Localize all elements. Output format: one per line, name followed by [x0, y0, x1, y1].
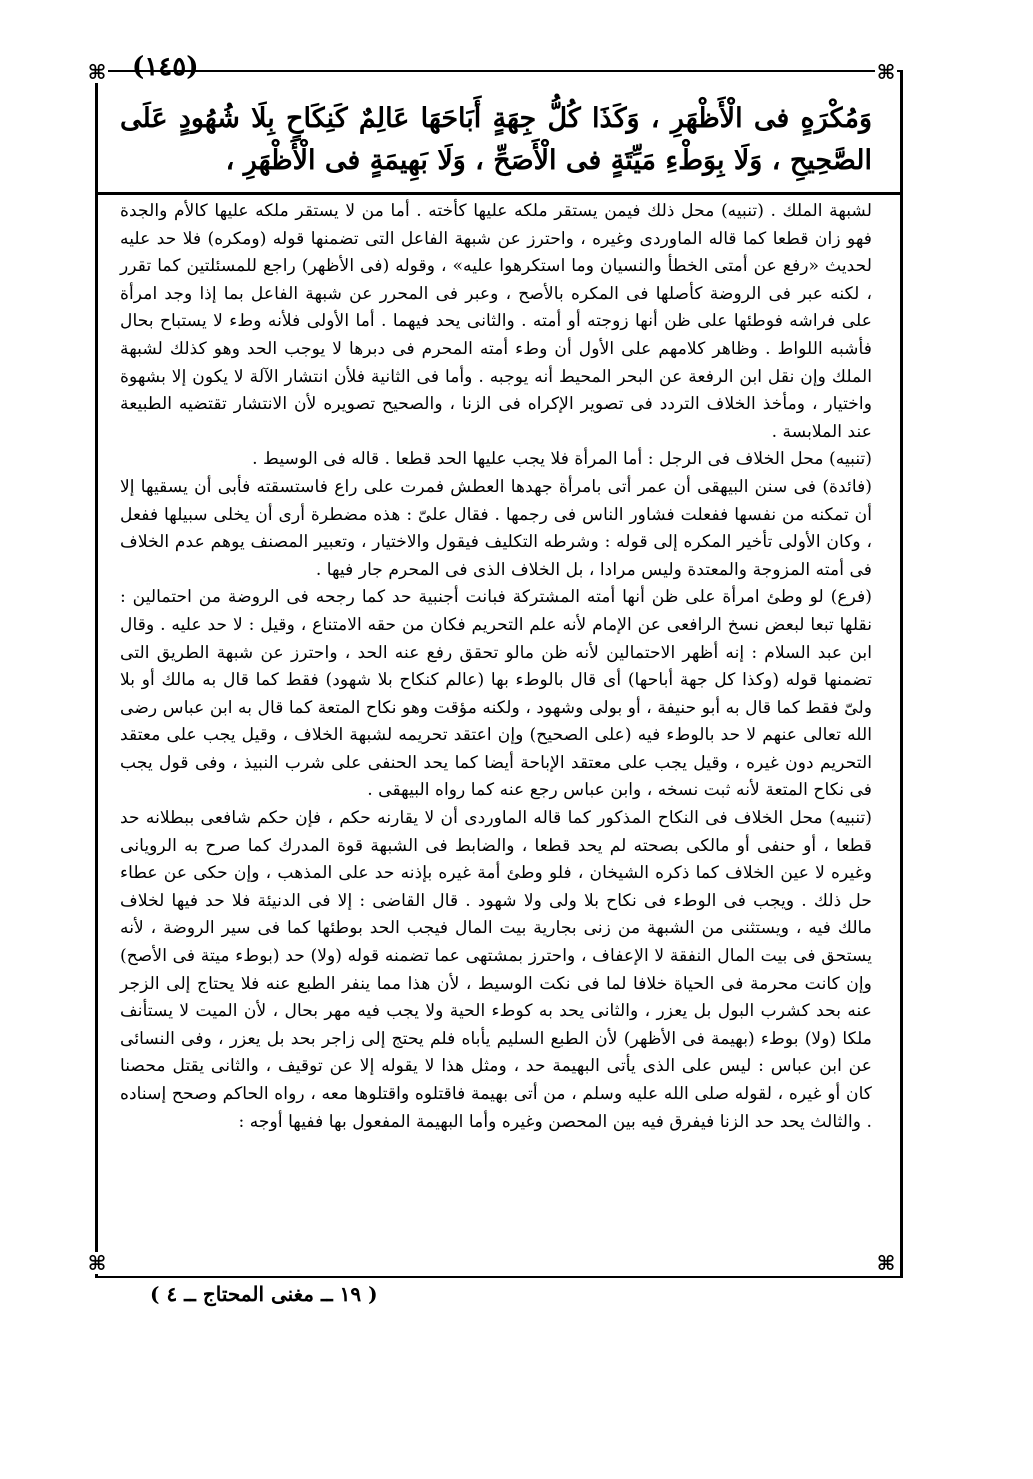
commentary-paragraph: (تنبيه) محل الخلاف فى الرجل : أما المرأة فلا يجب عليها الحد قطعا . قاله فى الوسيط .: [252, 449, 872, 470]
commentary-paragraph: (فائدة) فى سنن البيهقى أن عمر أتى بامرأة جهدها العطش فمرت على راع فاستسقته فأبى أن يسقيها إلا أن تمكنه من نفسها ففعلت فشاور الناس فى رجمها . فقال علىّ : هذه مضطرة أرى أن يخلى سبيلها ففعل ، وكان الأولى تأخير المكره إلى قوله : وشرطه التكليف فيقول والاختيار ، وتعبير المصنف يوهم عدم الخلاف فى أمته المزوجة والمعتدة وليس مرادا ، بل الخلاف الذى فى المحرم جار فيها .: [120, 476, 872, 580]
corner-ornament-icon: ⌘: [876, 60, 896, 84]
corner-ornament-icon: ⌘: [87, 1251, 107, 1275]
footer-signature: ( ١٩ ــ مغنى المحتاج ــ ٤ ): [150, 1282, 378, 1306]
matn-text: وَمُكْرَهٍ فى الْأَظْهَرِ ، وَكَذَا كُلُّ جِهَةٍ أَبَاحَهَا عَالِمٌ كَنِكَاحٍ بِلَا شُهُودٍ عَلَى الصَّحِيحِ ، وَلَا بِوَطْءِ مَيِّتَةٍ فى الْأَصَحِّ ، وَلَا بَهِيمَةٍ فى الْأَظْهَرِ ،: [120, 103, 872, 176]
commentary-paragraph: (تنبيه) محل الخلاف فى النكاح المذكور كما قاله الماوردى أن لا يقارنه حكم ، فإن حكم شافعى ببطلانه حد قطعا ، أو حنفى أو مالكى بصحته لم يحد قطعا ، والضابط فى الشبهة قوة المدرك كما صرح به الرويانى وغيره لا عين الخلاف كما ذكره الشيخان ، فلو وطئ أمة غيره بإذنه حد على المذهب ، وإن حكى عن عطاء حل ذلك . ويجب فى الوطء فى نكاح بلا ولى ولا شهود . قال القاضى : إلا فى الدنيئة فلا حد فيها لخلاف مالك فيه ، ويستثنى من الشبهة من زنى بجارية بيت المال فيجب الحد بوطئها كما فى سير الروضة ، لأنه يستحق فى بيت المال النفقة لا الإعفاف ، واحترز بمشتهى عما تضمنه قوله (ولا) حد (بوطء ميتة فى الأصح) وإن كانت محرمة فى الحياة خلافا لما فى نكت الوسيط ، لأن هذا مما ينفر الطبع عنه فلا يحتاج إلى الزجر عنه بحد كشرب البول بل يعزر ، والثانى يحد به كوطء الحية ولا يجب فيه مهر بحال ، لأن الميت لا يستأنف ملكا (ولا) بوطء (بهيمة فى الأظهر) لأن الطبع السليم يأباه فلم يحتج إلى زاجر بحد بل يعزر ، وفى النسائى عن ابن عباس : ليس على الذى يأتى البهيمة حد ، ومثل هذا لا يقوله إلا عن توقيف ، والثانى يقتل محصنا كان أو غيره ، لقوله صلى الله عليه وسلم ، من أتى بهيمة فاقتلوه واقتلوها معه ، رواه الحاكم وصحح إسناده . والثالث يحد حد الزنا فيفرق فيه بين المحصن وغيره وأما البهيمة المفعول بها ففيها أوجه :: [120, 808, 872, 1132]
corner-ornament-icon: ⌘: [876, 1251, 896, 1275]
section-divider: [95, 192, 900, 195]
commentary-paragraph: لشبهة الملك . (تنبيه) محل ذلك فيمن يستقر ملكه عليها كأخته . أما من لا يستقر ملكه عليها كالأم والجدة فهو زان قطعا كما قاله الماوردى وغيره ، واحترز عن شبهة الفاعل التى تضمنها قوله (ومكره) فلا حد عليه لحديث «رفع عن أمتى الخطأ والنسيان وما استكرهوا عليه» ، وقوله (فى الأظهر) راجع للمسئلتين كما تقرر ، لكنه عبر فى الروضة كأصلها فى المكره بالأصح ، وعبر فى المحرر عن شبهة الفاعل بما إذا وجد امرأة على فراشه فوطئها على ظن أنها زوجته أو أمته . والثانى يحد فيهما . أما الأولى فلأنه وطء لا يستباح بحال فأشبه اللواط . وظاهر كلامهم على الأول أن وطء أمته المحرم فى دبرها لا يوجب الحد وهو كذلك لشبهة الملك وإن نقل ابن الرفعة عن البحر المحيط أنه يوجبه . وأما فى الثانية فلأن انتشار الآلة لا يكون إلا بشهوة واختيار ، ومأخذ الخلاف التردد فى تصوير الإكراه فى الزنا ، والصحيح تصويره لأن الانتشار تقتضيه الطبيعة عند الملابسة .: [120, 201, 872, 442]
corner-ornament-icon: ⌘: [87, 60, 107, 84]
page-number: (١٤٥): [132, 52, 199, 82]
commentary-paragraph: (فرع) لو وطئ امرأة على ظن أنها أمته المشتركة فبانت أجنبية حد كما رجحه فى الروضة من احتمالين : نقلها تبعا لبعض نسخ الرافعى عن الإمام لأنه علم التحريم فكان من حقه الامتناع ، وقيل : لا حد عليه . وقال ابن عبد السلام : إنه أظهر الاحتمالين لأنه ظن مالو تحقق رفع عنه الحد ، واحترز عن شبهة الطريق التى تضمنها قوله (وكذا كل جهة أباحها) أى قال بالوطء بها (عالم كنكاح بلا شهود) فقط كما قال به مالك أو بلا ولىّ فقط كما قال به أبو حنيفة ، أو بولى وشهود ، ولكنه مؤقت وهو نكاح المتعة كما قال به ابن عباس رضى الله تعالى عنهم لا حد بالوطء فيه (على الصحيح) وإن اعتقد تحريمه لشبهة الخلاف ، وقيل يجب على معتقد التحريم دون غيره ، وقيل يجب على معتقد الإباحة أيضا كما يحد الحنفى على شرب النبيذ ، وفى قول يجب فى نكاح المتعة لأنه ثبت نسخه ، وابن عباس رجع عنه كما رواه البيهقى .: [120, 587, 873, 801]
commentary-body: [120, 198, 872, 1136]
